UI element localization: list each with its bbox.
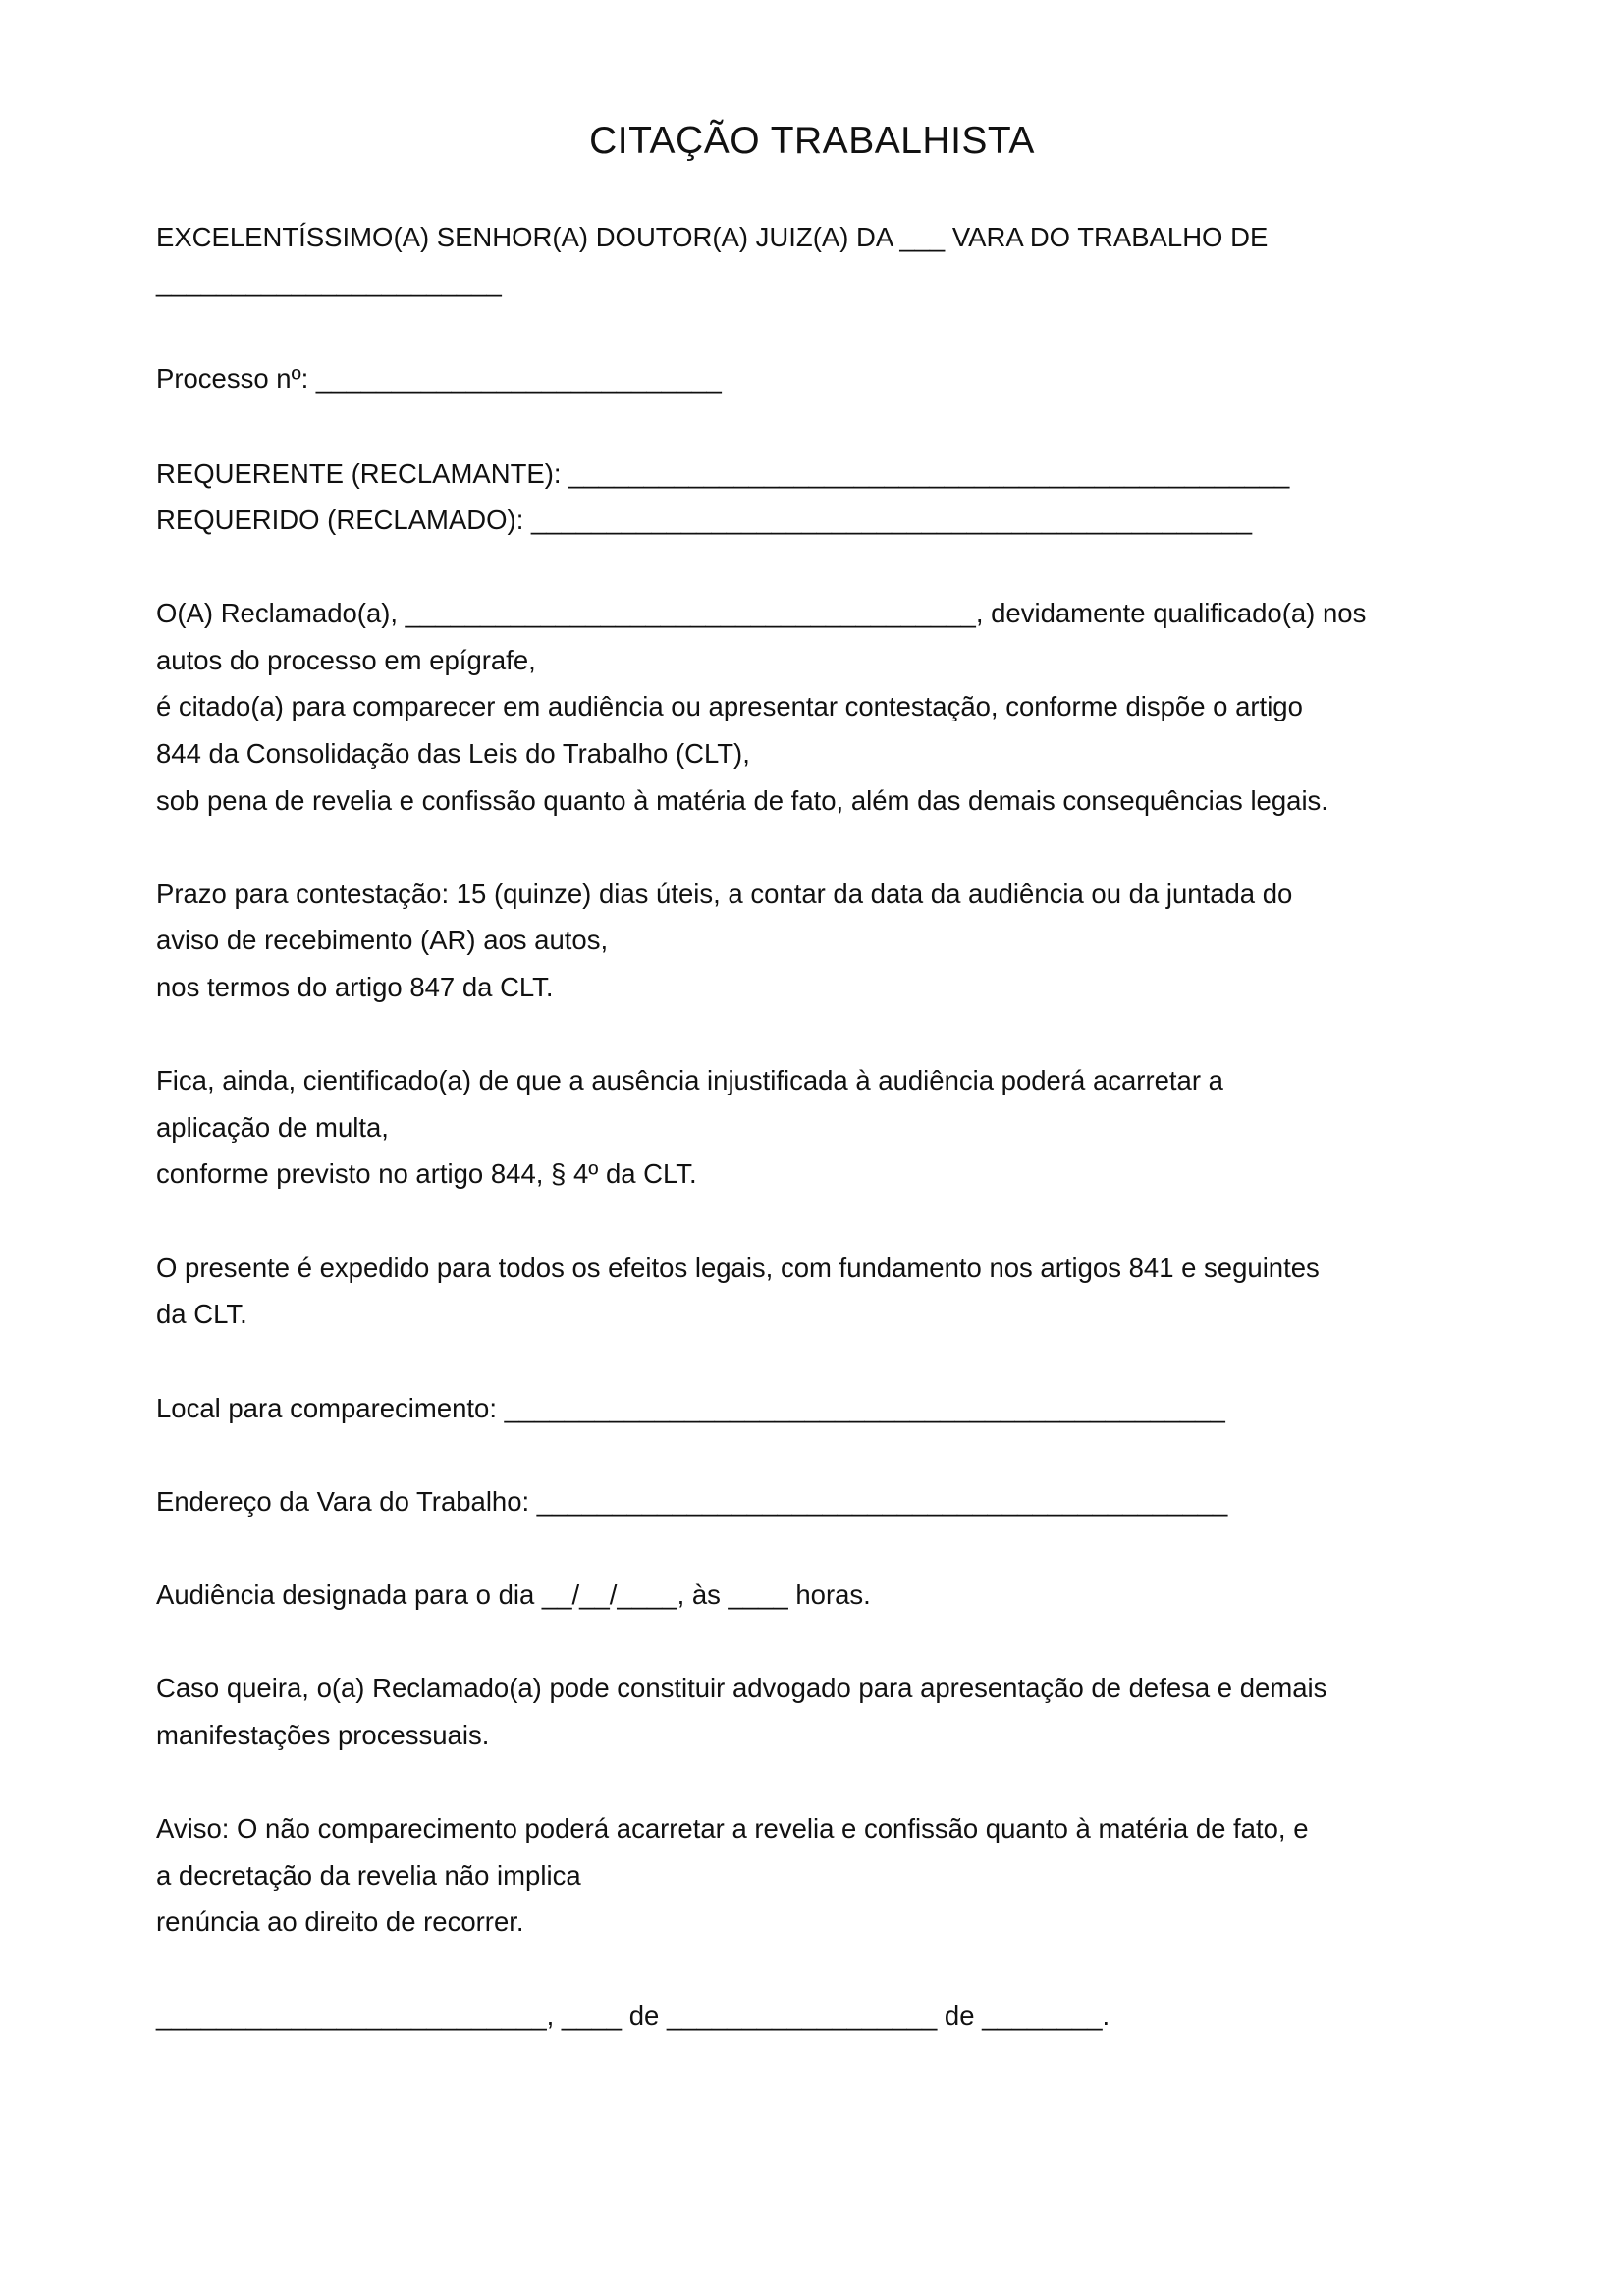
prazo-paragraph-line: aviso de recebimento (AR) aos autos, bbox=[156, 925, 609, 955]
aviso-paragraph-line: Aviso: O não comparecimento poderá acarretar a revelia e confissão quanto à matéria de fato, e bbox=[156, 1813, 1309, 1843]
citacao-paragraph-line: sob pena de revelia e confissão quanto à matéria de fato, além das demais consequências legais. bbox=[156, 785, 1328, 816]
date-location-line: __________________________, ____ de __________________ de ________. bbox=[156, 2001, 1110, 2031]
requerido-line: REQUERIDO (RECLAMADO): ________________________________________________ bbox=[156, 505, 1253, 535]
ciencia-paragraph-line: aplicação de multa, bbox=[156, 1112, 389, 1143]
endereco-vara-line: Endereço da Vara do Trabalho: ______________________________________________ bbox=[156, 1486, 1228, 1517]
expedicao-paragraph-line: da CLT. bbox=[156, 1299, 247, 1329]
prazo-paragraph-line: nos termos do artigo 847 da CLT. bbox=[156, 972, 554, 1002]
aviso-paragraph-line: renúncia ao direito de recorrer. bbox=[156, 1906, 524, 1937]
citacao-paragraph-line: autos do processo em epígrafe, bbox=[156, 645, 536, 675]
header-line: EXCELENTÍSSIMO(A) SENHOR(A) DOUTOR(A) JUIZ(A) DA ___ VARA DO TRABALHO DE bbox=[156, 222, 1269, 252]
citacao-paragraph-line: 844 da Consolidação das Leis do Trabalho (CLT), bbox=[156, 738, 750, 769]
processo-number: Processo nº: ___________________________ bbox=[156, 363, 722, 394]
aviso-paragraph-line: a decretação da revelia não implica bbox=[156, 1860, 581, 1891]
advogado-paragraph-line: manifestações processuais. bbox=[156, 1720, 490, 1750]
header-blank-line: _______________________ bbox=[156, 267, 502, 297]
ciencia-paragraph-line: conforme previsto no artigo 844, § 4º da CLT. bbox=[156, 1158, 697, 1189]
document-title: CITAÇÃO TRABALHISTA bbox=[589, 120, 1035, 162]
advogado-paragraph-line: Caso queira, o(a) Reclamado(a) pode constituir advogado para apresentação de defesa e demais bbox=[156, 1673, 1327, 1703]
requerente-line: REQUERENTE (RECLAMANTE): ________________________________________________ bbox=[156, 458, 1290, 489]
citacao-paragraph-line: O(A) Reclamado(a), ______________________________________, devidamente qualificado(a) nos bbox=[156, 598, 1367, 628]
expedicao-paragraph-line: O presente é expedido para todos os efeitos legais, com fundamento nos artigos 841 e seguintes bbox=[156, 1253, 1320, 1283]
ciencia-paragraph-line: Fica, ainda, cientificado(a) de que a ausência injustificada à audiência poderá acarretar a bbox=[156, 1065, 1223, 1095]
prazo-paragraph-line: Prazo para contestação: 15 (quinze) dias úteis, a contar da data da audiência ou da juntada do bbox=[156, 879, 1293, 909]
local-comparecimento-line: Local para comparecimento: ________________________________________________ bbox=[156, 1393, 1225, 1423]
citacao-paragraph-line: é citado(a) para comparecer em audiência ou apresentar contestação, conforme dispõe o artigo bbox=[156, 691, 1303, 721]
audiencia-line: Audiência designada para o dia __/__/____, às ____ horas. bbox=[156, 1579, 871, 1610]
